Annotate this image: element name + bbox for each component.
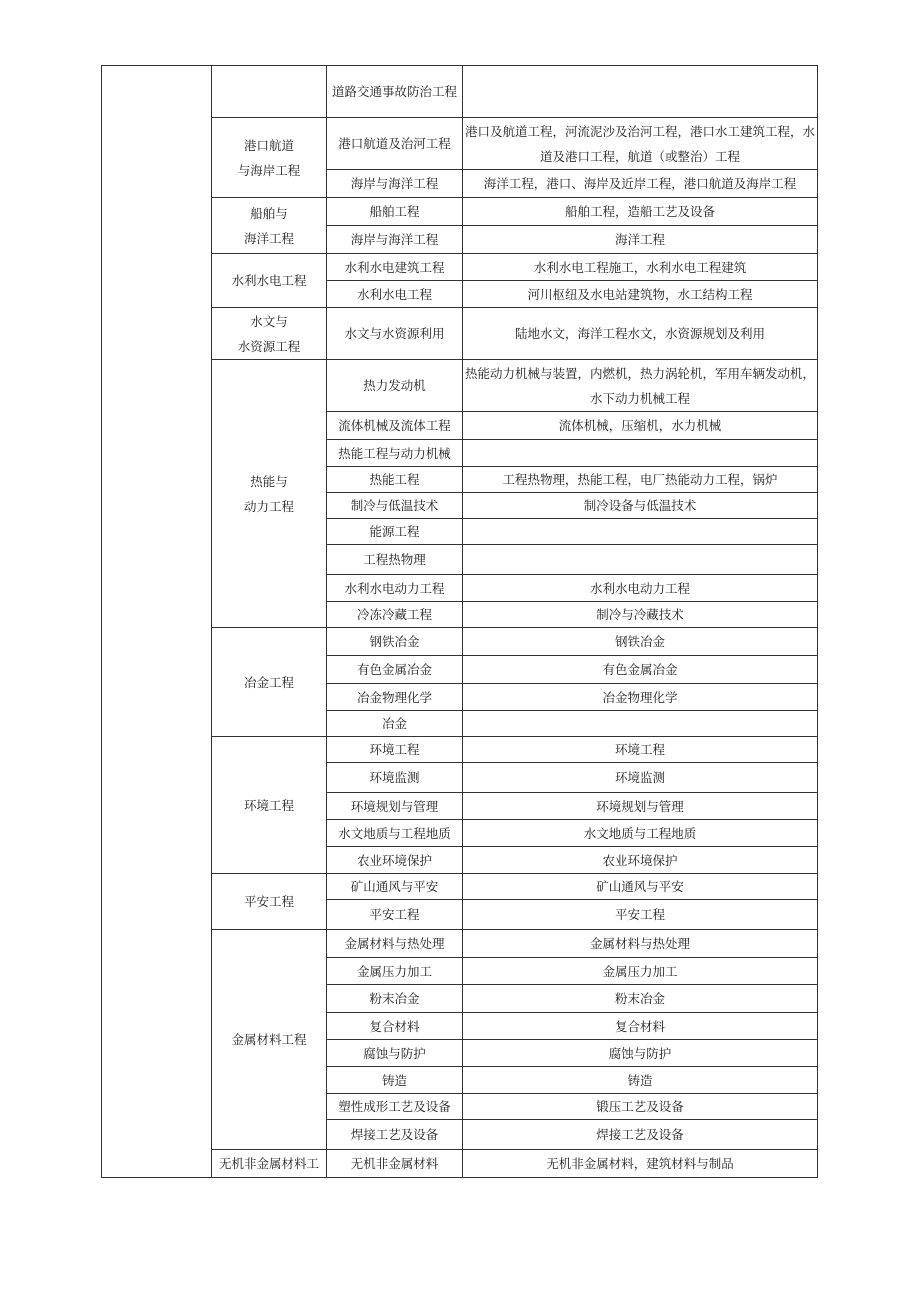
sub-discipline-cell: 海岸与海洋工程 — [327, 170, 463, 198]
group-cell: 水利水电工程 — [212, 254, 327, 308]
description-cell: 钢铁冶金 — [463, 628, 818, 656]
sub-discipline-cell: 冶金 — [327, 711, 463, 737]
sub-discipline-cell: 环境规划与管理 — [327, 793, 463, 820]
sub-discipline-cell: 工程热物理 — [327, 545, 463, 575]
description-cell: 腐蚀与防护 — [463, 1040, 818, 1067]
group-cell: 金属材料工程 — [212, 930, 327, 1150]
sub-discipline-cell: 环境工程 — [327, 737, 463, 763]
description-cell: 有色金属冶金 — [463, 656, 818, 684]
sub-discipline-cell: 有色金属冶金 — [327, 656, 463, 684]
group-cell: 热能与 动力工程 — [212, 360, 327, 628]
sub-discipline-cell: 塑性成形工艺及设备 — [327, 1094, 463, 1120]
sub-discipline-cell: 矿山通风与平安 — [327, 874, 463, 900]
sub-discipline-cell: 热能工程 — [327, 467, 463, 493]
description-cell: 河川枢纽及水电站建筑物，水工结构工程 — [463, 281, 818, 308]
description-cell: 锻压工艺及设备 — [463, 1094, 818, 1120]
description-cell: 农业环境保护 — [463, 847, 818, 874]
group-cell: 无机非金属材料工 — [212, 1150, 327, 1178]
description-cell — [463, 66, 818, 118]
description-cell — [463, 519, 818, 545]
description-cell: 流体机械，压缩机，水力机械 — [463, 412, 818, 440]
description-cell — [463, 545, 818, 575]
description-cell: 制冷设备与低温技术 — [463, 493, 818, 519]
table-row — [102, 66, 818, 118]
sub-discipline-cell: 道路交通事故防治工程 — [327, 66, 463, 118]
description-cell — [463, 711, 818, 737]
group-cell: 冶金工程 — [212, 628, 327, 737]
description-cell: 海洋工程，港口、海岸及近岸工程，港口航道及海岸工程 — [463, 170, 818, 198]
outer-category-cell — [102, 66, 212, 1178]
description-cell: 水文地质与工程地质 — [463, 820, 818, 847]
sub-discipline-cell: 港口航道及治河工程 — [327, 118, 463, 170]
group-cell: 环境工程 — [212, 737, 327, 874]
sub-discipline-cell: 钢铁冶金 — [327, 628, 463, 656]
group-cell: 水文与 水资源工程 — [212, 308, 327, 360]
description-cell: 陆地水文，海洋工程水文，水资源规划及利用 — [463, 308, 818, 360]
description-cell: 金属压力加工 — [463, 958, 818, 985]
sub-discipline-cell: 水文与水资源利用 — [327, 308, 463, 360]
sub-discipline-cell: 水利水电动力工程 — [327, 575, 463, 602]
sub-discipline-cell: 船舶工程 — [327, 198, 463, 226]
sub-discipline-cell: 焊接工艺及设备 — [327, 1120, 463, 1150]
discipline-table — [101, 65, 818, 1178]
description-cell: 金属材料与热处理 — [463, 930, 818, 958]
description-cell: 粉末冶金 — [463, 985, 818, 1013]
sub-discipline-cell: 平安工程 — [327, 900, 463, 930]
sub-discipline-cell: 无机非金属材料 — [327, 1150, 463, 1178]
sub-discipline-cell: 热力发动机 — [327, 360, 463, 412]
group-cell — [212, 66, 327, 118]
group-cell: 船舶与 海洋工程 — [212, 198, 327, 254]
sub-discipline-cell: 铸造 — [327, 1067, 463, 1094]
sub-discipline-cell: 海岸与海洋工程 — [327, 226, 463, 254]
sub-discipline-cell: 农业环境保护 — [327, 847, 463, 874]
description-cell: 船舶工程，造船工艺及设备 — [463, 198, 818, 226]
description-cell: 港口及航道工程，河流泥沙及治河工程，港口水工建筑工程，水道及港口工程，航道（或整治）工程 — [463, 118, 818, 170]
sub-discipline-cell: 环境监测 — [327, 763, 463, 793]
sub-discipline-cell: 冶金物理化学 — [327, 684, 463, 711]
sub-discipline-cell: 粉末冶金 — [327, 985, 463, 1013]
description-cell: 环境监测 — [463, 763, 818, 793]
description-cell: 海洋工程 — [463, 226, 818, 254]
sub-discipline-cell: 复合材料 — [327, 1013, 463, 1040]
description-cell — [463, 440, 818, 467]
sub-discipline-cell: 能源工程 — [327, 519, 463, 545]
description-cell: 环境工程 — [463, 737, 818, 763]
description-cell: 平安工程 — [463, 900, 818, 930]
sub-discipline-cell: 腐蚀与防护 — [327, 1040, 463, 1067]
sub-discipline-cell: 水利水电建筑工程 — [327, 254, 463, 281]
description-cell: 冶金物理化学 — [463, 684, 818, 711]
sub-discipline-cell: 水利水电工程 — [327, 281, 463, 308]
sub-discipline-cell: 热能工程与动力机械 — [327, 440, 463, 467]
sub-discipline-cell: 流体机械及流体工程 — [327, 412, 463, 440]
description-cell: 热能动力机械与装置，内燃机，热力涡轮机，军用车辆发动机，水下动力机械工程 — [463, 360, 818, 412]
sub-discipline-cell: 金属材料与热处理 — [327, 930, 463, 958]
sub-discipline-cell: 金属压力加工 — [327, 958, 463, 985]
group-cell: 平安工程 — [212, 874, 327, 930]
description-cell: 无机非金属材料，建筑材料与制品 — [463, 1150, 818, 1178]
description-cell: 工程热物理，热能工程，电厂热能动力工程，锅炉 — [463, 467, 818, 493]
description-cell: 铸造 — [463, 1067, 818, 1094]
description-cell: 水利水电动力工程 — [463, 575, 818, 602]
description-cell: 制冷与冷藏技术 — [463, 602, 818, 628]
sub-discipline-cell: 水文地质与工程地质 — [327, 820, 463, 847]
sub-discipline-cell: 制冷与低温技术 — [327, 493, 463, 519]
description-cell: 复合材料 — [463, 1013, 818, 1040]
description-cell: 环境规划与管理 — [463, 793, 818, 820]
group-cell: 港口航道 与海岸工程 — [212, 118, 327, 198]
description-cell: 焊接工艺及设备 — [463, 1120, 818, 1150]
sub-discipline-cell: 冷冻冷藏工程 — [327, 602, 463, 628]
description-cell: 水利水电工程施工，水利水电工程建筑 — [463, 254, 818, 281]
description-cell: 矿山通风与平安 — [463, 874, 818, 900]
